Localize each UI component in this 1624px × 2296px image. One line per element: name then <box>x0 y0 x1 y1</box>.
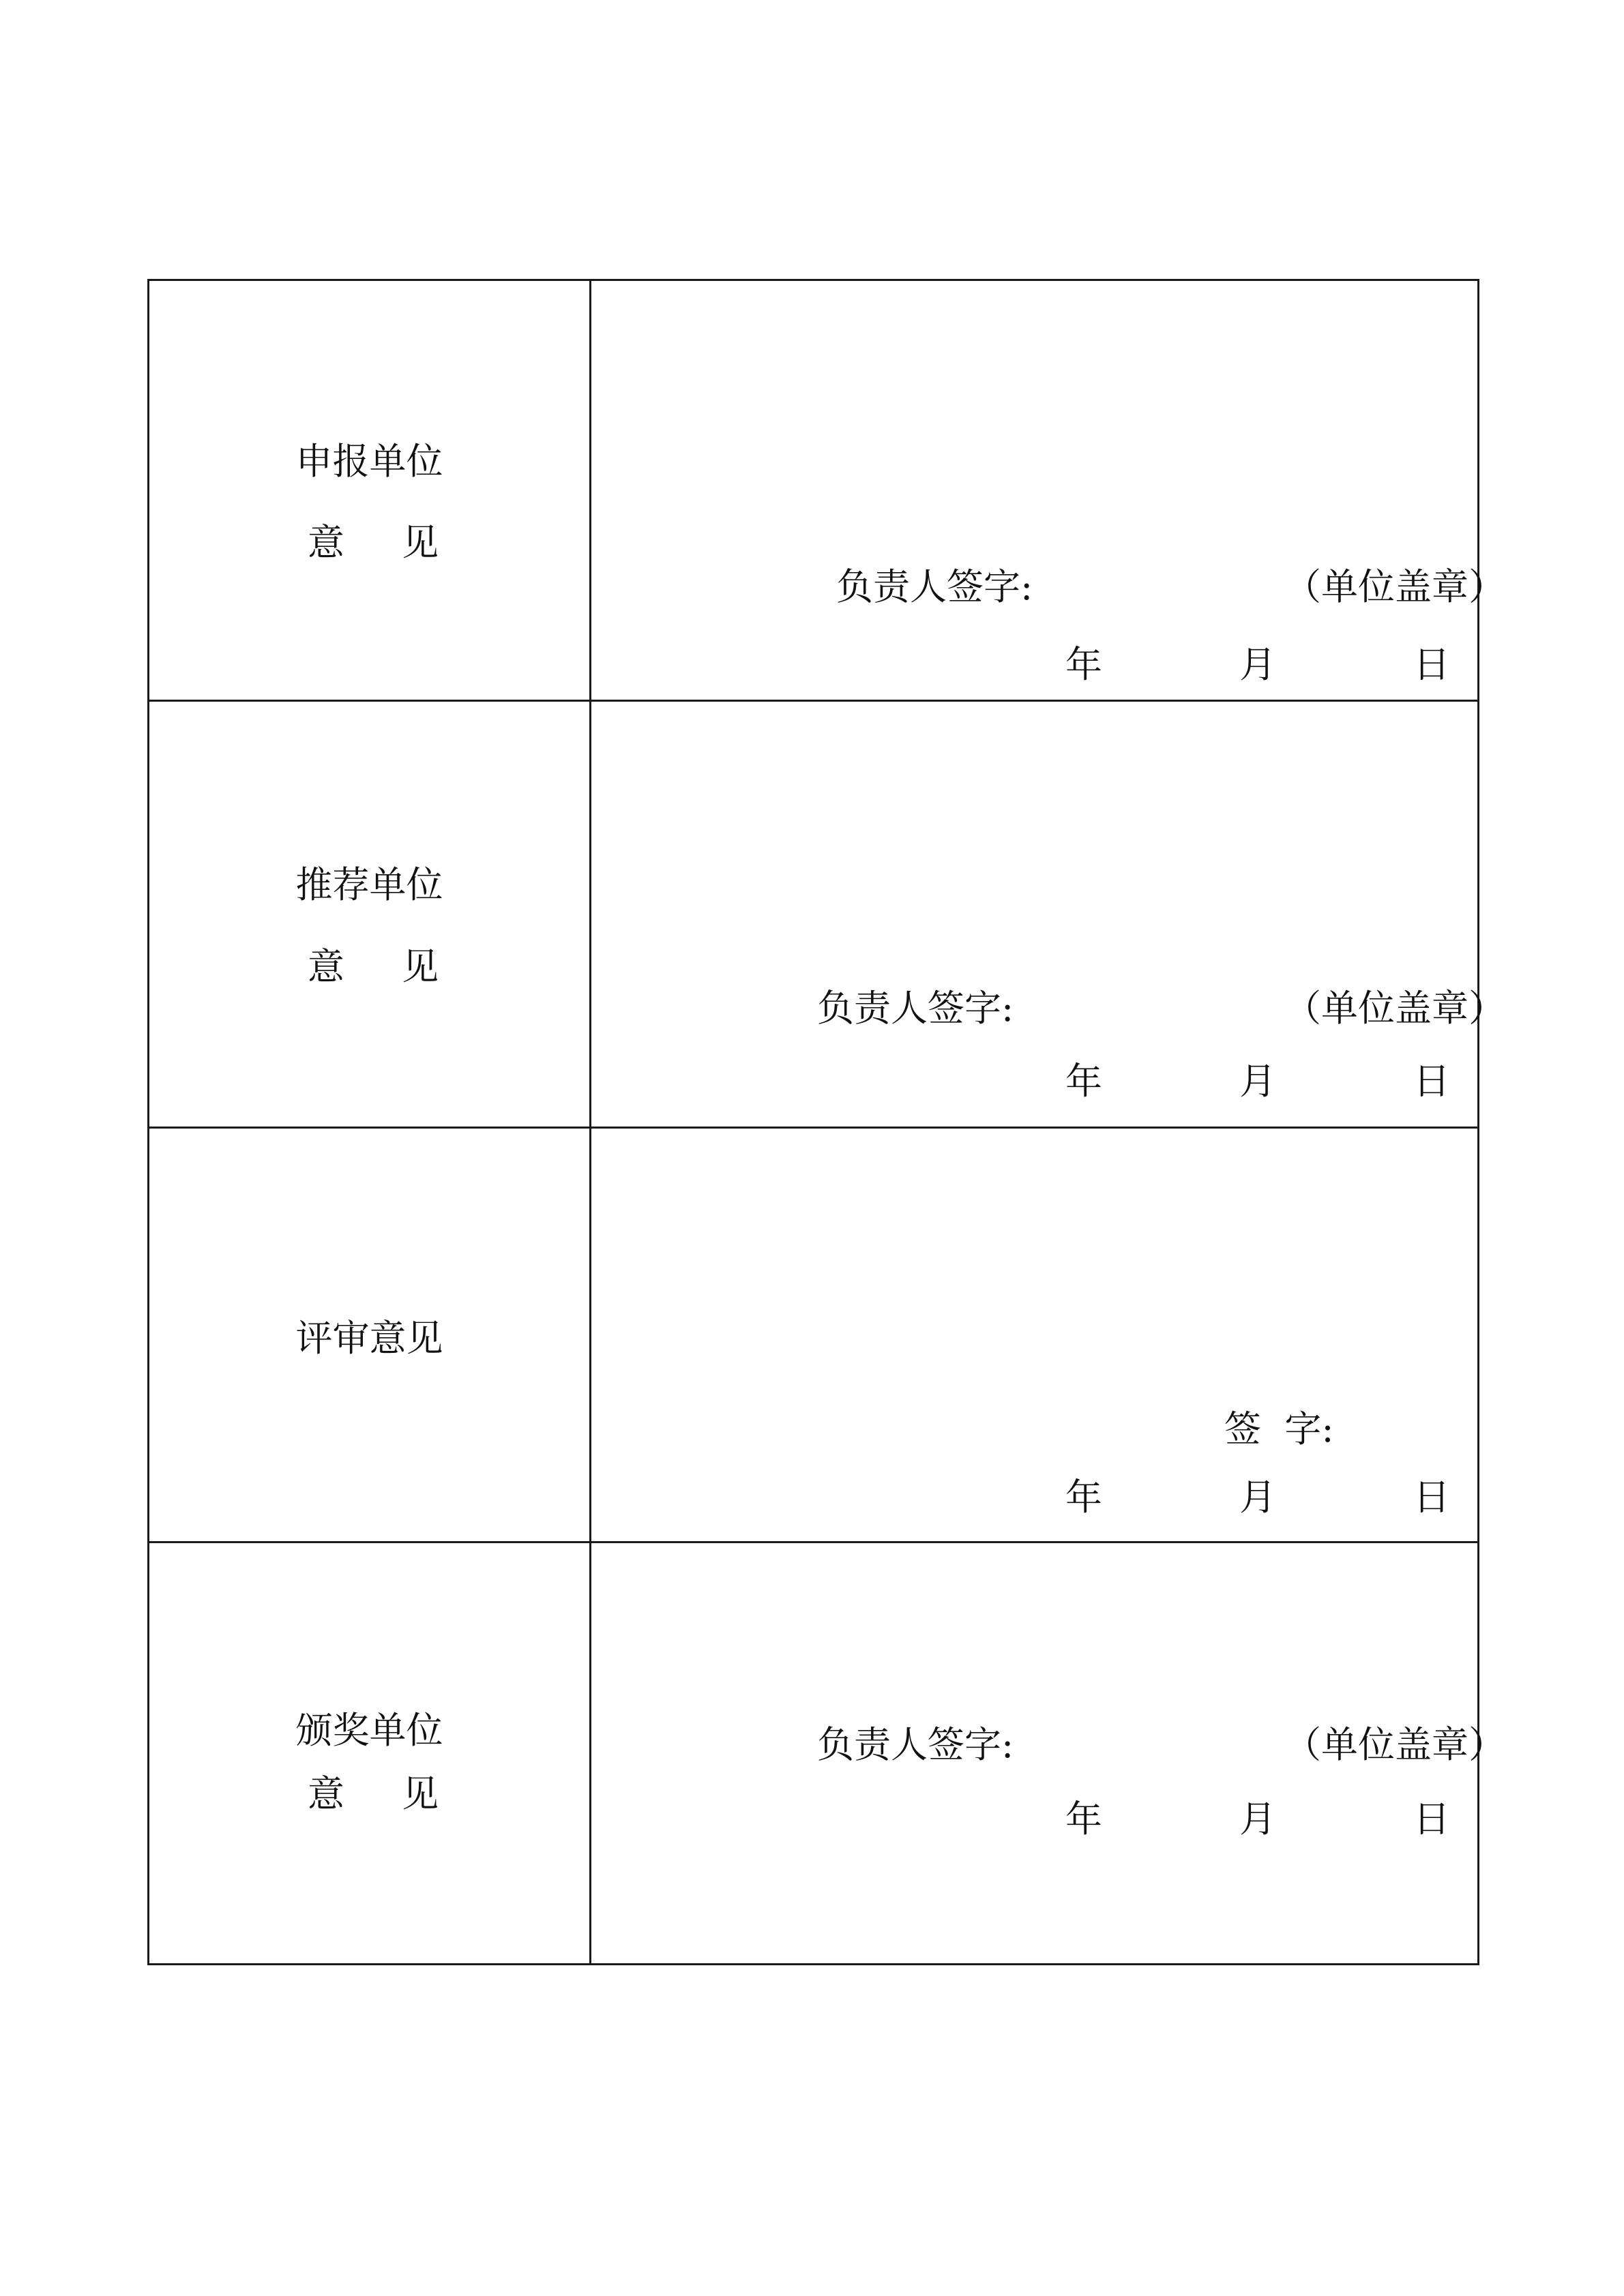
opinion-form-table <box>147 279 1505 1965</box>
signature-label: 负责人签字: <box>836 565 1033 608</box>
opinion-content-cell[interactable] <box>591 1543 1505 1963</box>
row-label-opinion-char1: 意 <box>308 1772 344 1815</box>
opinion-content-cell[interactable] <box>591 281 1505 700</box>
date-year-label: 年 <box>1065 1476 1102 1519</box>
date-day-label: 日 <box>1413 1060 1450 1103</box>
date-year-label: 年 <box>1065 1798 1102 1840</box>
seal-label: （单位盖章） <box>1284 987 1505 1030</box>
form-row-applicant <box>149 281 1505 700</box>
row-label: 申报单位 <box>295 440 443 483</box>
signature-label: 负责人签字: <box>817 1723 1014 1766</box>
opinion-content-cell[interactable] <box>591 702 1505 1127</box>
row-label: 评审意见 <box>295 1317 443 1360</box>
row-label-opinion-char2: 见 <box>402 521 439 564</box>
row-label-opinion-char1: 意 <box>308 945 344 988</box>
seal-label: （单位盖章） <box>1284 1723 1505 1766</box>
row-label-opinion-char2: 见 <box>402 945 439 988</box>
date-day-label: 日 <box>1413 643 1450 686</box>
row-label-opinion-char1: 意 <box>308 521 344 564</box>
label-cell <box>149 281 591 700</box>
form-row-review <box>149 1127 1477 1541</box>
row-label: 推荐单位 <box>295 863 443 906</box>
signature-label: 签 字: <box>1224 1407 1334 1450</box>
label-cell <box>149 1543 591 1963</box>
form-row-awarding <box>149 1541 1505 1963</box>
form-row-recommender <box>149 700 1505 1127</box>
signature-label: 负责人签字: <box>817 987 1014 1030</box>
date-month-label: 月 <box>1239 1060 1276 1103</box>
date-day-label: 日 <box>1413 1798 1450 1840</box>
date-year-label: 年 <box>1065 643 1102 686</box>
label-cell <box>149 702 591 1127</box>
date-month-label: 月 <box>1239 1476 1276 1519</box>
date-month-label: 月 <box>1239 1798 1276 1840</box>
date-year-label: 年 <box>1065 1060 1102 1103</box>
row-label: 颁奖单位 <box>295 1709 443 1752</box>
row-label-opinion-char2: 见 <box>402 1772 439 1815</box>
opinion-content-cell[interactable] <box>591 1129 1477 1541</box>
seal-label: （单位盖章） <box>1284 565 1505 608</box>
date-day-label: 日 <box>1413 1476 1450 1519</box>
label-cell <box>149 1129 591 1541</box>
date-month-label: 月 <box>1239 643 1276 686</box>
